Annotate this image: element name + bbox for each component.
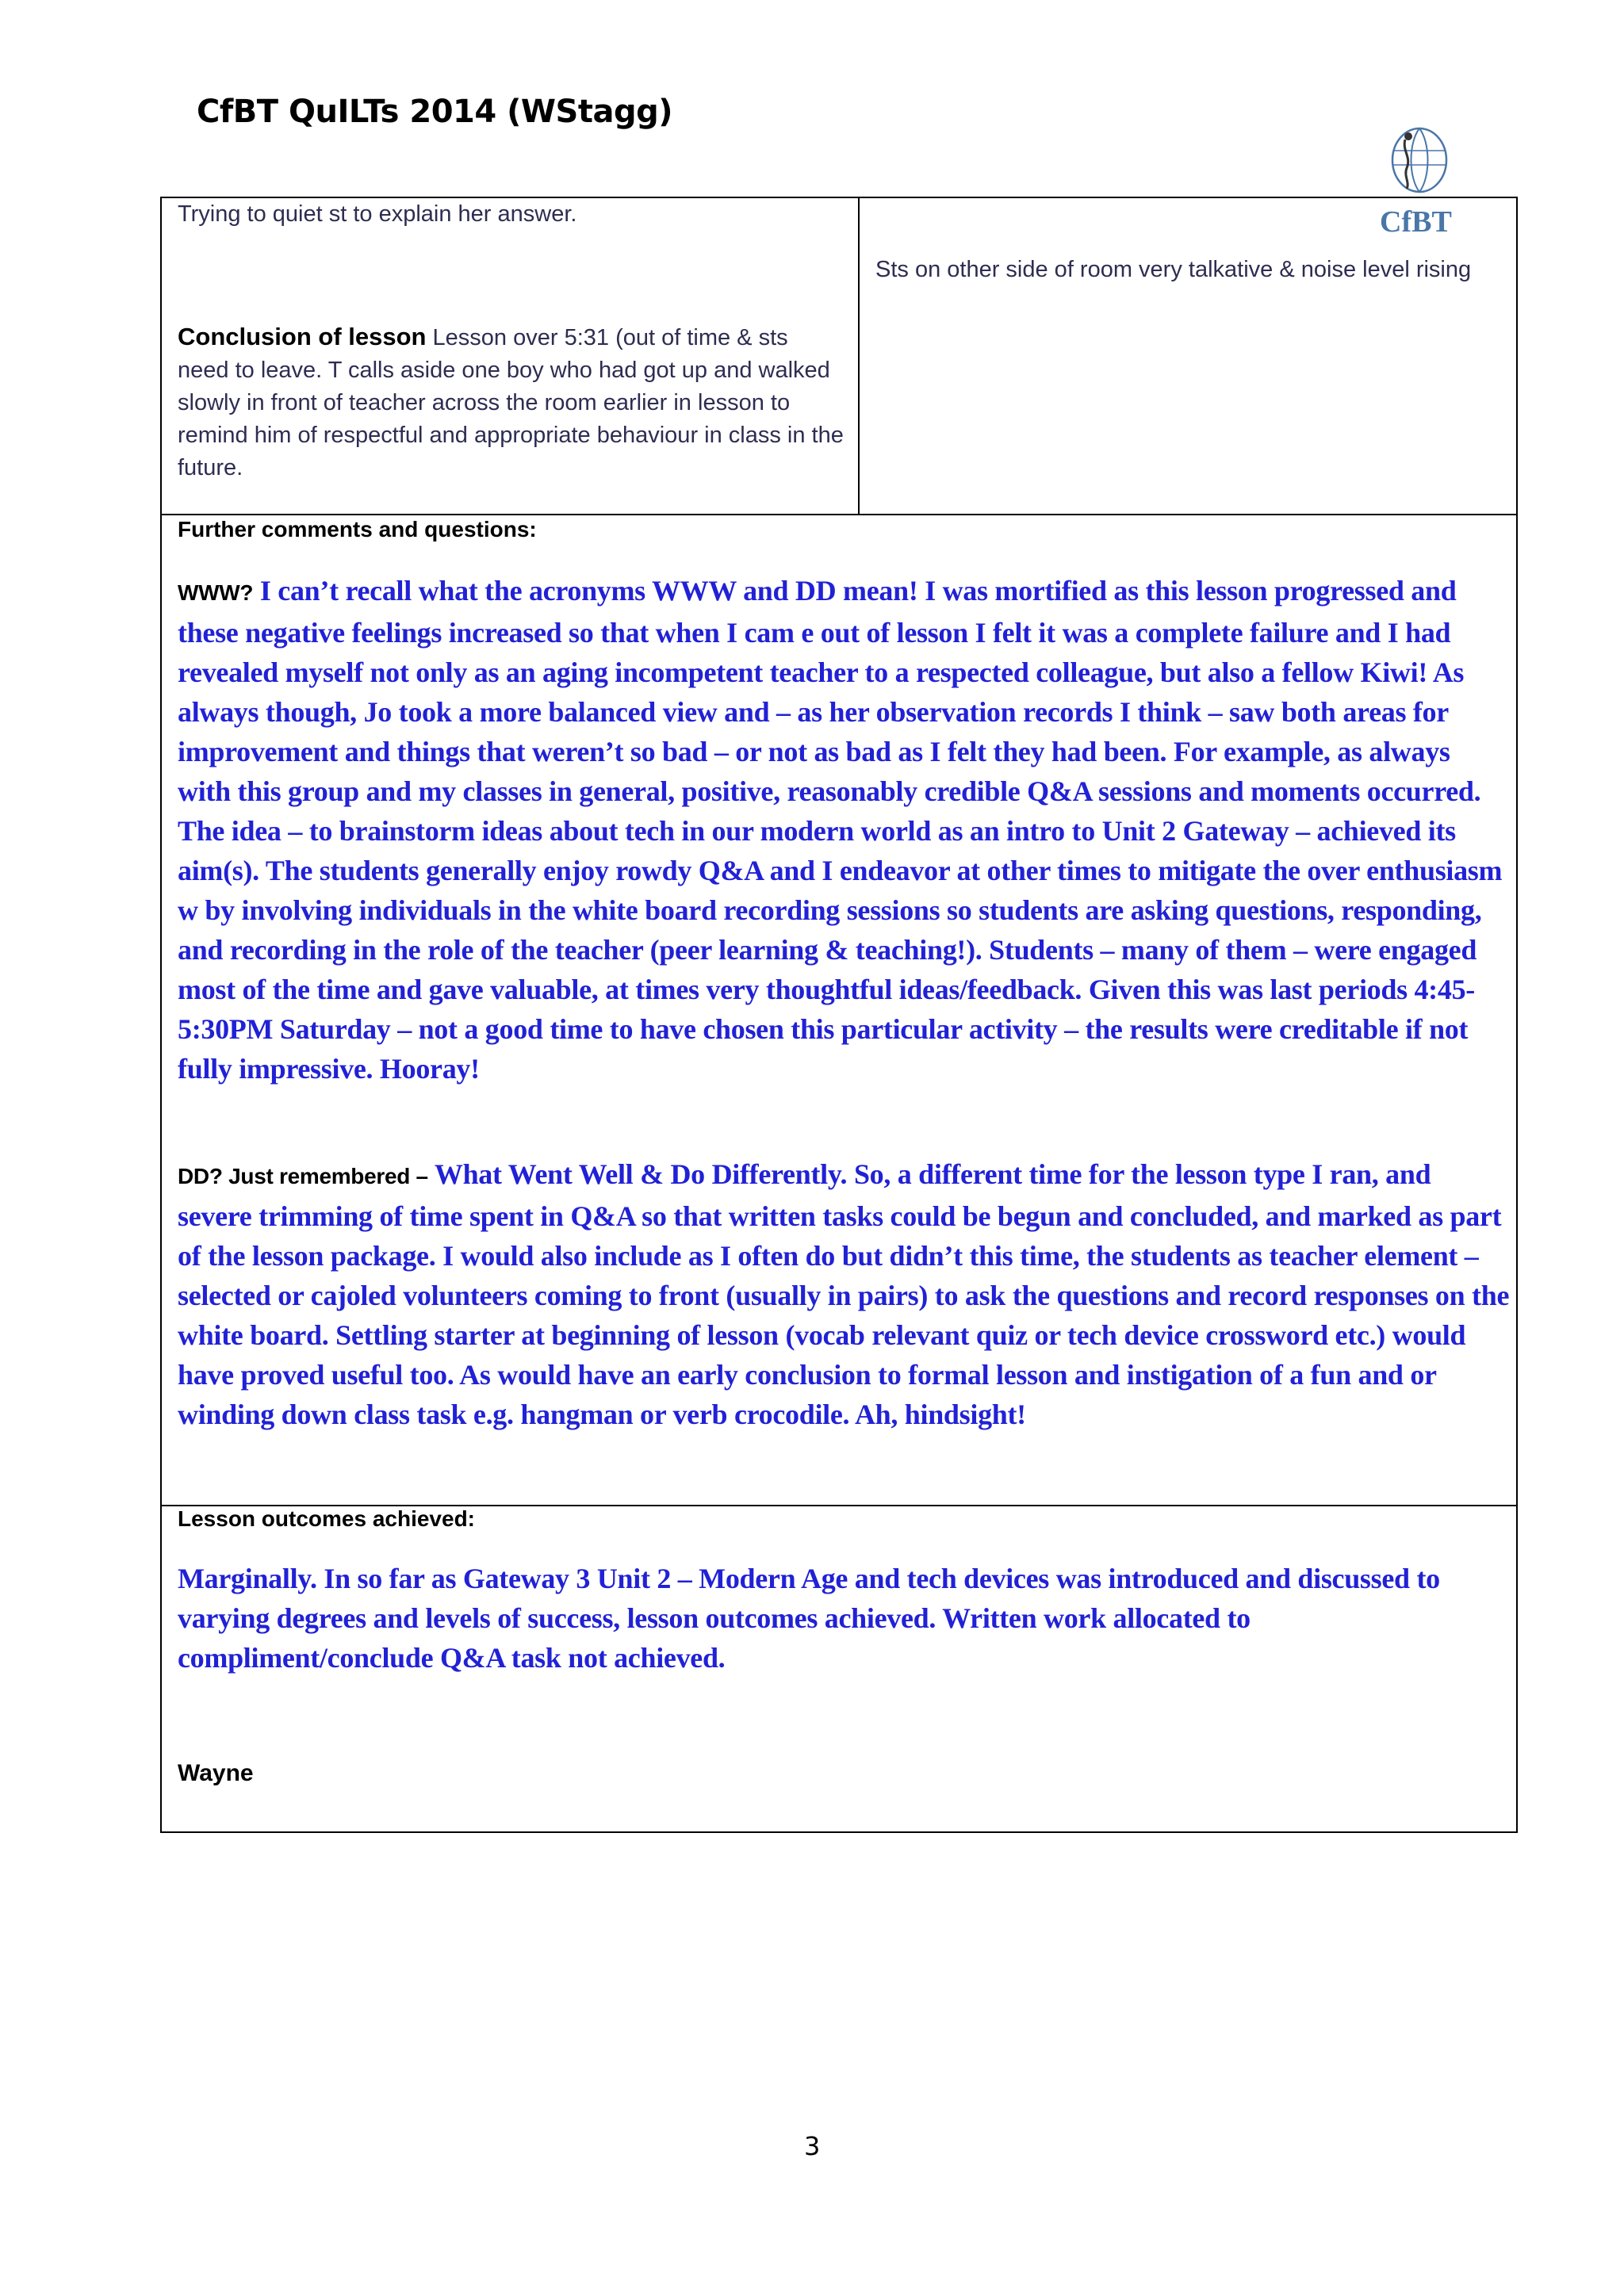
further-comments-section bbox=[162, 515, 1516, 1506]
further-comments-label: Further comments and questions: bbox=[178, 517, 537, 541]
dd-paragraph bbox=[178, 1154, 1510, 1434]
www-text: I can’t recall what the acronyms WWW and DD mean! I was mortified as this lesson progressed and these negative feelings increased so that when I cam e out of lesson I felt it was a complete failure and I had revealed myself not only as an aging incompetent teacher to a respected colleague, but also a fellow Kiwi! As always though, Jo took a more balanced view and – as her observation records I think – saw both areas for improvement and things that weren’t so bad – or not as bad as I felt they had been. For example, as always with this group and my classes in general, positive, reasonably credible Q&A sessions and moments occurred. The idea – to brainstorm ideas about tech in our modern world as an intro to Unit 2 Gateway – achieved its aim(s). The students generally enjoy rowdy Q&A and I endeavor at other times to mitigate the over enthusiasm w by involving individuals in the white board recording sessions so students are asking questions, responding, and recording in the role of the teacher (peer learning & teaching!). Students – many of them – were engaged most of the time and gave valuable, at times very thoughtful ideas/feedback. Given this was last periods 4:45-5:30PM Saturday – not a good time to have chosen this particular activity – the results were creditable if not fully impressive. Hooray! bbox=[178, 575, 1503, 1085]
signature: Wayne bbox=[178, 1760, 254, 1786]
conclusion-paragraph bbox=[178, 320, 844, 484]
observation-row bbox=[162, 198, 1516, 515]
dd-label: DD? Just remembered – bbox=[178, 1164, 428, 1188]
lesson-outcomes-label: Lesson outcomes achieved: bbox=[178, 1506, 476, 1531]
document-title: CfBT QuILTs 2014 (WStagg) bbox=[197, 94, 673, 130]
observation-right-cell bbox=[860, 198, 1516, 514]
lesson-outcomes-section bbox=[162, 1506, 1516, 1833]
observation-table bbox=[160, 197, 1518, 1833]
www-paragraph bbox=[178, 571, 1510, 1089]
cfbt-logo-text: CfBT bbox=[1380, 205, 1452, 239]
observation-note: Trying to quiet st to explain her answer. bbox=[178, 201, 577, 227]
page-number: 3 bbox=[804, 2131, 821, 2161]
conclusion-text: Lesson over 5:31 (out of time & sts need to leave. T calls aside one boy who had got up and walked slowly in front of teacher across the room earlier in lesson to remind him of respectful and appropriate behaviour in class in the future. bbox=[178, 325, 844, 480]
www-label: WWW? bbox=[178, 580, 254, 605]
conclusion-label: Conclusion of lesson bbox=[178, 323, 427, 350]
lesson-outcomes-text: Marginally. In so far as Gateway 3 Unit 2 – Modern Age and tech devices was introduced and discussed to varying degrees and levels of success, lesson outcomes achieved. Written work allocated to compliment/conclude Q&A task not achieved. bbox=[178, 1563, 1440, 1674]
observation-left-cell bbox=[162, 198, 860, 514]
dd-text: What Went Well & Do Differently. So, a different time for the lesson type I ran, and severe trimming of time spent in Q&A so that written tasks could be begun and concluded, and marked as part of the lesson package. I would also include as I often do but didn’t this time, the students as teacher element – selected or cajoled volunteers coming to front (usually in pairs) to ask the questions and record responses on the white board. Settling starter at beginning of lesson (vocab relevant quiz or tech device crossword etc.) would have proved useful too. As would have an early conclusion to formal lesson and instigation of a fun and or winding down class task e.g. hangman or verb crocodile. Ah, hindsight! bbox=[178, 1158, 1510, 1430]
observation-right-note: Sts on other side of room very talkative & noise level rising bbox=[875, 257, 1472, 282]
